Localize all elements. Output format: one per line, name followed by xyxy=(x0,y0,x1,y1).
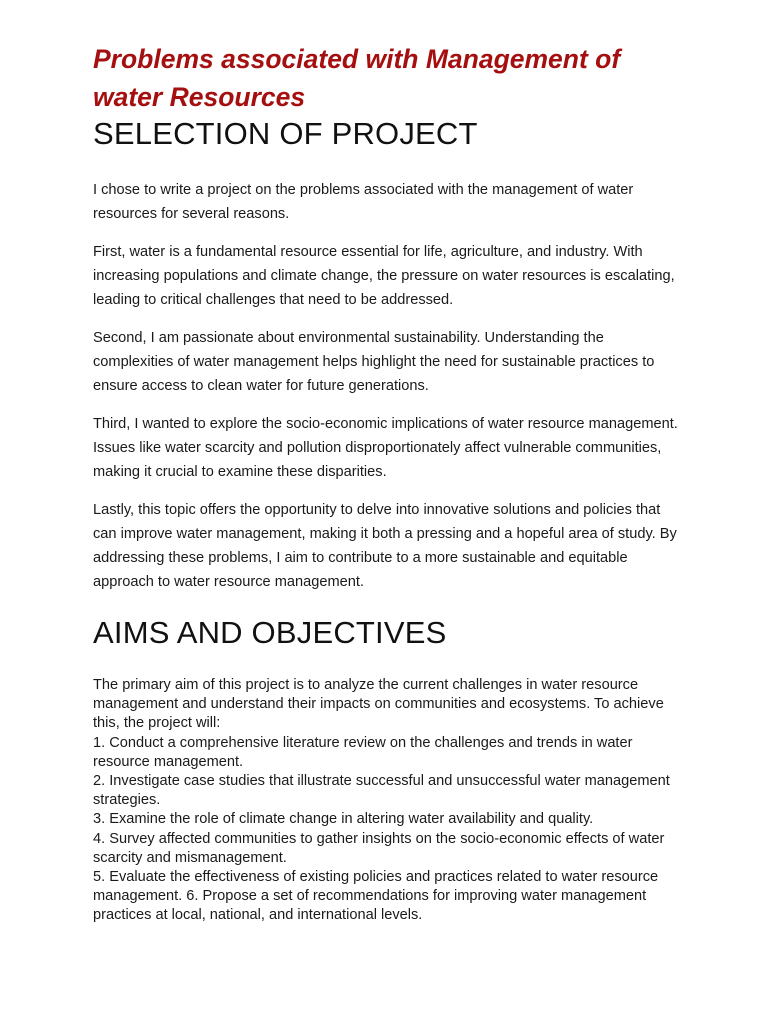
selection-paragraph: Third, I wanted to explore the socio-economic implications of water resource management. Issues like water scarcity and pollution disproportionately affect vulnerable communities, making it crucial to examine these disparities. xyxy=(93,416,678,480)
objective-item: 3. Examine the role of climate change in altering water availability and quality. xyxy=(93,811,594,828)
objective-item: 4. Survey affected communities to gather insights on the socio-economic effects of water scarcity and mismanagement. xyxy=(93,830,665,866)
selection-paragraph: Second, I am passionate about environmental sustainability. Understanding the complexities of water management helps highlight the need for sustainable practices to ensure access to clean water for future generations. xyxy=(93,330,655,394)
selection-of-project-heading: SELECTION OF PROJECT xyxy=(93,116,478,151)
selection-paragraph: First, water is a fundamental resource essential for life, agriculture, and industry. With increasing populations and climate change, the pressure on water resources is escalating, leading to critical challenges that need to be addressed. xyxy=(93,244,675,308)
selection-paragraph: I chose to write a project on the problems associated with the management of water resources for several reasons. xyxy=(93,182,634,222)
objective-item: 5. Evaluate the effectiveness of existing policies and practices related to water resource management. 6. Propose a set of recommendations for improving water management practices at local, national, and international levels. xyxy=(93,869,659,924)
aims-and-objectives-heading: AIMS AND OBJECTIVES xyxy=(93,615,447,650)
aims-list xyxy=(93,676,683,926)
objective-item: 1. Conduct a comprehensive literature review on the challenges and trends in water resource management. xyxy=(93,734,633,770)
aims-intro: The primary aim of this project is to analyze the current challenges in water resource management and understand their impacts on communities and ecosystems. To achieve this, the project will: xyxy=(93,677,664,732)
objective-item: 2. Investigate case studies that illustrate successful and unsuccessful water management strategies. xyxy=(93,773,670,809)
document-title: Problems associated with Management of water Resources xyxy=(93,44,621,112)
selection-paragraph: Lastly, this topic offers the opportunity to delve into innovative solutions and policies that can improve water management, making it both a pressing and a hopeful area of study. By addressing these problems, I aim to contribute to a more sustainable and equitable approach to water resource management. xyxy=(93,502,677,590)
document-page xyxy=(93,40,683,926)
